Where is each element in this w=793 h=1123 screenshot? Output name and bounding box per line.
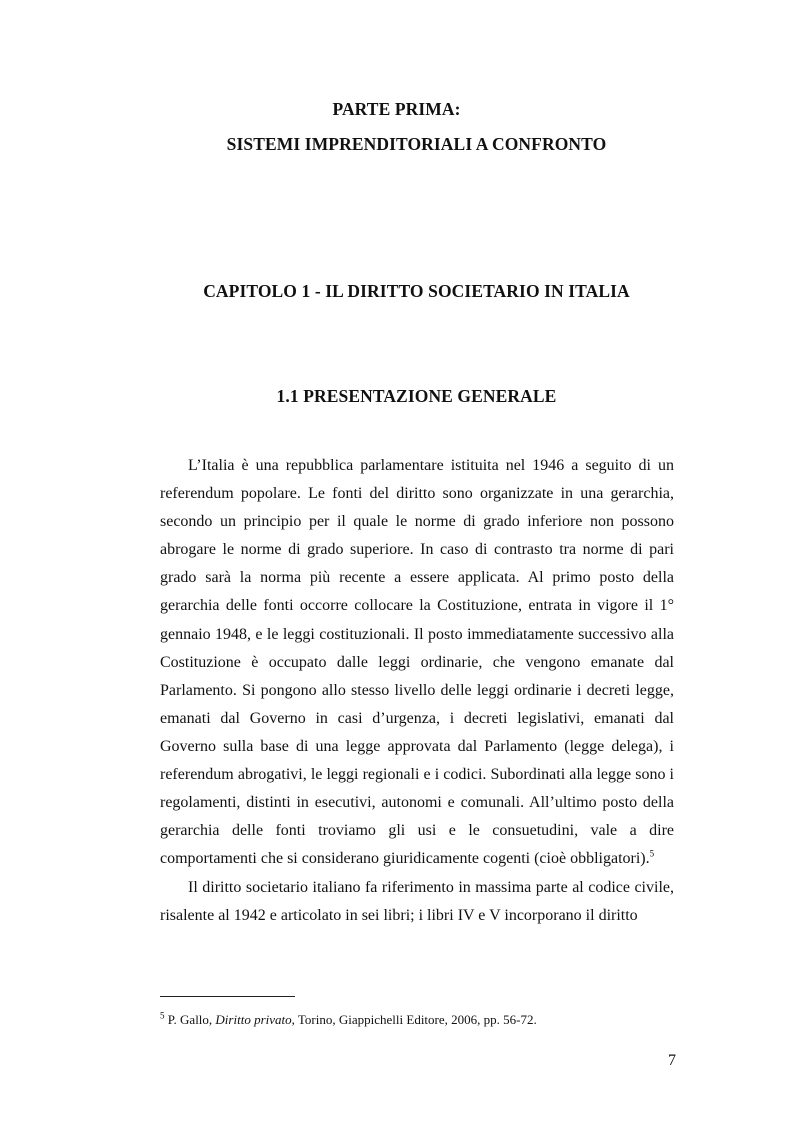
page-number: 7 [668, 1052, 676, 1069]
footnote-publication: , Torino, Giappichelli Editore, 2006, pp. 56-72. [291, 1012, 537, 1027]
footnote-reference: 5 [649, 848, 655, 859]
section-title: 1.1 PRESENTAZIONE GENERALE [276, 386, 557, 406]
chapter-title: CAPITOLO 1 - IL DIRITTO SOCIETARIO IN ITALIA [203, 281, 630, 301]
footnote [160, 1011, 674, 1029]
footnote-author: P. Gallo, [167, 1012, 213, 1027]
paragraph-1-text: L’Italia è una repubblica parlamentare istituita nel 1946 a seguito di un referendum popolare. Le fonti del diritto sono organizzate in una gerarchia, secondo un principio per il quale le norme di grado inferiore non possono abrogare le norme di grado superiore. In caso di contrasto tra norme di pari grado sarà la norma più recente a essere applicata. Al primo posto della gerarchia delle fonti occorre collocare la Costituzione, entrata in vigore il 1° gennaio 1948, e le leggi costituzionali. Il posto immediatamente successivo alla Costituzione è occupato dalle leggi ordinarie, che vengono emanate dal Parlamento. Si pongono allo stesso livello delle leggi ordinarie i decreti legge, emanati dal Governo in casi d’urgenza, i decreti legislativi, emanati dal Governo sulla base di una legge approvata dal Parlamento (legge delega), i referendum abrogativi, le leggi regionali e i codici. Subordinati alla legge sono i regolamenti, distinti in esecutivi, autonomi e comunali. All’ultimo posto della gerarchia delle fonti troviamo gli usi e le consuetudini, vale a dire comportamenti che si considerano giuridicamente cogenti (cioè obbligatori). [160, 457, 674, 868]
footnote-separator [160, 996, 295, 997]
part-title: PARTE PRIMA: [332, 99, 461, 119]
paragraph-2-text: Il diritto societario italiano fa riferimento in massima parte al codice civile, risalente al 1942 e articolato in sei libri; i libri IV e V incorporano il diritto [160, 879, 674, 925]
footnote-number: 5 [160, 1010, 165, 1021]
paragraph-2 [160, 874, 674, 930]
part-subtitle: SISTEMI IMPRENDITORIALI A CONFRONTO [226, 134, 607, 154]
paragraph-1 [160, 452, 674, 873]
footnote-book-title: Diritto privato [215, 1012, 292, 1027]
